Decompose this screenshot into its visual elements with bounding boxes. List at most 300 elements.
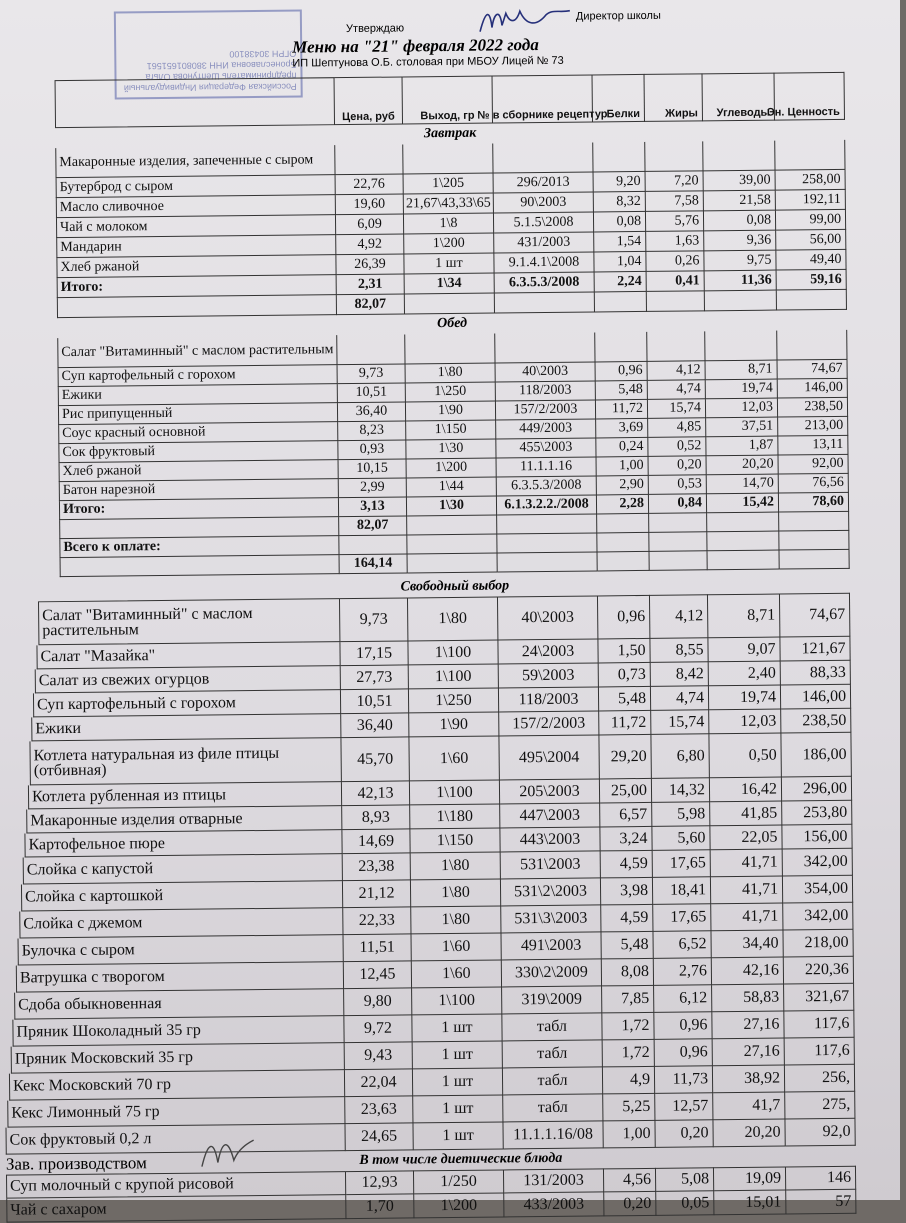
cell-carbs <box>705 331 777 362</box>
cell-energy: 121,67 <box>780 637 850 662</box>
cell-protein: 1,00 <box>603 1121 655 1149</box>
cell-carbs: 15,42 <box>707 494 779 514</box>
cell-carbs: 42,16 <box>712 958 784 986</box>
cell-name: Котлета рубленная из птицы <box>28 782 342 809</box>
cell-fat: 14,32 <box>652 778 710 803</box>
cell-name: Кекс Московский 70 гр <box>9 1070 345 1101</box>
cell-carbs: 20,20 <box>707 456 779 476</box>
cell-name: Батон нарезной <box>59 479 339 501</box>
cell-protein: 1,50 <box>598 639 650 664</box>
cell-yield: 1\30 <box>407 497 497 517</box>
cell-energy: 238,50 <box>781 709 851 734</box>
cell-yield: 1 шт <box>413 1095 503 1123</box>
cell-energy: 146 <box>786 1166 856 1191</box>
cell-fat: 0,96 <box>654 1012 712 1040</box>
cell-recipe: 319\2009 <box>502 986 602 1014</box>
cell-energy: 186,00 <box>781 733 851 778</box>
cell-name: Слойка с джемом <box>19 908 343 938</box>
cell-energy: 117,6 <box>784 1011 854 1039</box>
cell-recipe: 11.1.1.16 <box>497 457 597 477</box>
cell-price: 10,15 <box>339 459 407 479</box>
cell-yield: 1\200 <box>404 234 494 255</box>
cell-price: 42,13 <box>342 781 410 806</box>
cell-price: 22,33 <box>343 907 411 935</box>
cell-energy: 92,0 <box>785 1119 855 1147</box>
cell-carbs <box>705 291 777 312</box>
cell-yield: 1\80 <box>408 596 498 641</box>
cell-yield: 1 шт <box>412 1014 502 1042</box>
production-signature <box>198 1132 258 1173</box>
cell-carbs: 41,71 <box>711 877 783 905</box>
cell-yield: 1 шт <box>413 1068 503 1096</box>
cell-recipe: 6.3.5.3/2008 <box>495 272 595 293</box>
cell-yield: 1\200 <box>407 459 497 479</box>
cell-price: 8,23 <box>338 421 406 441</box>
cell-carbs <box>707 532 779 552</box>
cell-recipe <box>495 332 595 363</box>
cell-carbs: 19,09 <box>714 1167 786 1192</box>
cell-recipe: 40\2003 <box>496 362 596 382</box>
cell-name: Салат "Мазайка" <box>36 642 340 669</box>
cell-fat: 7,20 <box>646 171 704 192</box>
cell-energy: 213,00 <box>778 417 848 437</box>
cell-energy: 342,00 <box>783 849 853 877</box>
cell-carbs: 34,40 <box>711 931 783 959</box>
cell-price: 9,80 <box>344 988 412 1016</box>
cell-recipe: 449/2003 <box>496 419 596 439</box>
approve-label: Утверждаю <box>345 22 405 36</box>
cell-carbs: 20,20 <box>713 1120 785 1148</box>
cell-yield: 1\30 <box>406 440 496 460</box>
cell-price: 9,73 <box>338 364 406 384</box>
cell-energy: 354,00 <box>783 876 853 904</box>
cell-name: Соус красный основной <box>58 422 338 444</box>
cell-yield: 1\80 <box>411 879 501 907</box>
cell-protein: 11,72 <box>596 400 648 420</box>
cell-protein <box>593 142 645 173</box>
cell-yield: 1\60 <box>412 960 502 988</box>
cell-price: 23,38 <box>343 853 411 881</box>
cell-protein: 4,59 <box>601 851 653 879</box>
cell-energy: 218,00 <box>783 930 853 958</box>
cell-protein: 3,69 <box>596 419 648 439</box>
cell-name: Ежики <box>31 714 341 741</box>
cell-fat: 6,12 <box>654 985 712 1013</box>
cell-fat: 17,65 <box>653 850 711 878</box>
cell-yield: 1\205 <box>404 174 494 195</box>
cell-name: Салат из свежих огурцов <box>35 666 341 693</box>
cell-energy: 275, <box>785 1092 855 1120</box>
cell-recipe: 118/2003 <box>499 687 599 712</box>
cell-fat <box>645 141 703 172</box>
cell-yield: 1\150 <box>410 828 500 853</box>
cell-protein: 0,96 <box>598 595 650 640</box>
cell-fat: 0,84 <box>649 494 707 514</box>
cell-carbs: 9,36 <box>704 231 776 252</box>
cell-name: Макаронные изделия, запеченные с сыром <box>55 145 335 178</box>
cell-price: 22,76 <box>336 174 404 195</box>
cell-name: Картофельное пюре <box>24 830 342 857</box>
cell-carbs: 39,00 <box>704 171 776 192</box>
cell-price: 24,65 <box>345 1123 413 1151</box>
cell-protein: 0,24 <box>596 438 648 458</box>
cell-protein: 4,56 <box>604 1168 656 1193</box>
cell-price: 27,73 <box>341 665 409 690</box>
section-lunch: Обед <box>437 315 468 332</box>
cell-carbs <box>707 513 779 533</box>
cell-carbs: 19,74 <box>709 686 781 711</box>
cell-yield: 1\60 <box>411 933 501 961</box>
cell-fat <box>647 331 705 362</box>
cell-name <box>55 77 335 128</box>
cell-protein: 1,00 <box>597 457 649 477</box>
cell-protein <box>597 514 649 534</box>
stamp-text: Российская Федерация Индивидуальный предприниматель Шептунова Ольга Бронеславовна ИНН 380801651561 ОГРН 30438100 <box>123 48 297 94</box>
cell-carbs: 19,74 <box>706 380 778 400</box>
cell-name: Сдоба обыкновенная <box>14 989 344 1019</box>
cell-yield: 21,67\43,33\65 <box>404 194 494 215</box>
cell-fat: 4,12 <box>650 594 708 639</box>
cell-price: 36,40 <box>341 713 409 738</box>
cell-name: Булочка с сыром <box>18 935 344 965</box>
cell-yield: 1 шт <box>413 1041 503 1069</box>
cell-fat: 0,26 <box>646 251 704 272</box>
cell-recipe <box>495 292 595 313</box>
cell-protein: 5,25 <box>603 1094 655 1122</box>
cell-fat: 0,05 <box>656 1191 714 1216</box>
cell-name <box>60 555 340 577</box>
cell-carbs: 21,58 <box>704 191 776 212</box>
cell-fat: 5,76 <box>646 211 704 232</box>
cell-carbs: 8,71 <box>708 594 780 639</box>
cell-protein: 25,00 <box>600 779 652 804</box>
cell-fat: 8,55 <box>650 638 708 663</box>
cell-name: Суп молочный с крупой рисовой <box>6 1171 346 1199</box>
cell-energy: 57 <box>786 1190 856 1215</box>
cell-fat: 5,98 <box>652 802 710 827</box>
cell-price: 36,40 <box>338 402 406 422</box>
cell-energy <box>779 512 849 532</box>
cell-fat: 0,20 <box>649 456 707 476</box>
footer-production: Зав. производством <box>5 1153 147 1174</box>
cell-yield: 1\80 <box>406 364 496 384</box>
cell-name: Хлеб ржаной <box>56 255 336 278</box>
cell-fat <box>649 513 707 533</box>
cell-price <box>335 144 403 175</box>
cell-price: 19,60 <box>336 194 404 215</box>
cell-yield: 1\90 <box>406 402 496 422</box>
cell-protein <box>597 533 649 553</box>
cell-recipe: 531\2003 <box>501 851 601 879</box>
cell-name: Бутерброд с сыром <box>56 175 336 198</box>
cell-name: Рис припущенный <box>58 403 338 425</box>
cell-protein: 4,59 <box>601 905 653 933</box>
cell-name: Макаронные изделия отварные <box>26 806 342 833</box>
cell-recipe: 59\2003 <box>499 663 599 688</box>
cell-recipe <box>497 514 597 534</box>
cell-yield: 1 шт <box>413 1122 503 1150</box>
cell-yield <box>403 144 493 175</box>
cell-energy: 74,67 <box>778 360 848 380</box>
cell-yield: 1\150 <box>406 421 496 441</box>
cell-price: 8,93 <box>342 805 410 830</box>
cell-fat: 15,74 <box>651 710 709 735</box>
cell-protein: 1,04 <box>594 252 646 273</box>
cell-energy: 192,11 <box>776 190 846 211</box>
cell-energy: 238,50 <box>778 398 848 418</box>
cell-energy: 156,00 <box>782 825 852 850</box>
cell-energy: 296,00 <box>782 777 852 802</box>
cell-price: 9,43 <box>345 1042 413 1070</box>
cell-carbs: 58,83 <box>712 985 784 1013</box>
cell-name: Сок фруктовый <box>58 441 338 463</box>
cell-yield: 1\100 <box>412 987 502 1015</box>
cell-energy: 258,00 <box>776 170 846 191</box>
cell-recipe: 6.1.3.2.2./2008 <box>497 495 597 515</box>
cell-protein: 6,57 <box>600 803 652 828</box>
cell-protein: 5,48 <box>599 687 651 712</box>
cell-yield: 1\250 <box>409 688 499 713</box>
cell-yield <box>405 334 495 365</box>
cell-name: Кекс Лимонный 75 гр <box>7 1097 345 1128</box>
cell-price: 10,51 <box>341 689 409 714</box>
cell-protein: 1,54 <box>594 232 646 253</box>
cell-protein: 29,20 <box>599 735 651 780</box>
cell-protein: 0,96 <box>596 362 648 382</box>
cell-name: Масло сливочное <box>56 195 336 218</box>
cell-fat <box>647 291 705 312</box>
cell-fat: 6,80 <box>651 734 709 779</box>
cell-protein: 3,24 <box>600 827 652 852</box>
cell-yield: 1\80 <box>411 906 501 934</box>
cell-recipe: 443\2003 <box>500 827 600 852</box>
cell-recipe: 131/2003 <box>504 1168 604 1193</box>
cell-fat: Жиры <box>645 73 703 122</box>
cell-fat: 11,73 <box>655 1066 713 1094</box>
cell-price: 12,45 <box>344 961 412 989</box>
cell-fat: 12,57 <box>655 1093 713 1121</box>
cell-protein: 8,08 <box>602 959 654 987</box>
cell-carbs: 15,01 <box>714 1191 786 1216</box>
cell-price <box>339 535 407 555</box>
cell-price: 11,51 <box>344 934 412 962</box>
section-free-choice: Свободный выбор <box>400 578 510 595</box>
cell-protein: 1,72 <box>603 1040 655 1068</box>
cell-recipe: 157/2/2003 <box>496 400 596 420</box>
cell-yield <box>408 553 498 573</box>
cell-price: 14,69 <box>342 829 410 854</box>
cell-name: Хлеб ржаной <box>59 460 339 482</box>
cell-name: Чай с сахаром <box>6 1195 346 1223</box>
cell-price: 17,15 <box>340 641 408 666</box>
cell-price: 26,39 <box>336 254 404 275</box>
cell-protein: Белки <box>593 74 645 123</box>
cell-energy <box>777 290 847 311</box>
cell-protein: 2,24 <box>595 272 647 293</box>
cell-carbs: 27,16 <box>713 1039 785 1067</box>
cell-fat: 0,96 <box>655 1039 713 1067</box>
cell-recipe: 531\2\2003 <box>501 878 601 906</box>
cell-carbs: 38,92 <box>713 1066 785 1094</box>
cell-carbs: 22,05 <box>710 826 782 851</box>
cell-price: 82,07 <box>339 516 407 536</box>
cell-carbs: Углеводы <box>702 73 774 122</box>
cell-price: 0,93 <box>338 440 406 460</box>
cell-name: Салат "Витаминный" с маслом растительным <box>57 335 337 368</box>
cell-recipe: 11.1.1.16/08 <box>503 1121 603 1149</box>
cell-protein: 2,28 <box>597 495 649 515</box>
cell-fat: 0,41 <box>647 271 705 292</box>
cell-price: 4,92 <box>336 234 404 255</box>
cell-energy: 13,11 <box>778 436 848 456</box>
cell-recipe <box>498 552 598 572</box>
cell-protein: 4,9 <box>603 1067 655 1095</box>
cell-fat: 17,65 <box>653 904 711 932</box>
cell-energy: Эн. Ценность <box>774 72 844 121</box>
cell-recipe: 447\2003 <box>500 803 600 828</box>
cell-price: 23,63 <box>345 1096 413 1124</box>
cell-name: Слойка с капустой <box>23 854 343 884</box>
cell-energy: 321,67 <box>784 984 854 1012</box>
cell-fat: 7,58 <box>646 191 704 212</box>
cell-energy: 220,36 <box>784 957 854 985</box>
director-signature <box>476 5 572 36</box>
cell-price: 45,70 <box>341 737 409 782</box>
table-header <box>55 72 845 128</box>
cell-price: Цена, руб <box>335 76 403 125</box>
cell-recipe <box>493 142 593 173</box>
cell-price: 3,13 <box>339 497 407 517</box>
cell-energy: 74,67 <box>780 593 850 638</box>
cell-carbs <box>708 551 780 571</box>
cell-energy: 76,56 <box>779 474 849 494</box>
cell-energy: 92,00 <box>779 455 849 475</box>
cell-recipe: табл <box>503 1040 603 1068</box>
cell-fat: 5,60 <box>652 826 710 851</box>
cell-fat: 15,74 <box>648 399 706 419</box>
cell-yield: 1\60 <box>409 736 499 781</box>
cell-recipe: 6.3.5.3/2008 <box>497 476 597 496</box>
cell-fat: 4,85 <box>648 418 706 438</box>
cell-protein: 7,85 <box>602 986 654 1014</box>
cell-name: Мандарин <box>56 235 336 258</box>
cell-yield: 1\100 <box>408 640 498 665</box>
cell-fat: 0,52 <box>648 437 706 457</box>
cell-carbs: 41,85 <box>710 802 782 827</box>
cell-fat <box>649 532 707 552</box>
cell-fat: 1,63 <box>646 231 704 252</box>
cell-recipe: 90\2003 <box>494 192 594 213</box>
cell-carbs: 9,75 <box>704 251 776 272</box>
cell-protein <box>598 552 650 572</box>
cell-energy: 146,00 <box>778 379 848 399</box>
cell-energy: 256, <box>785 1065 855 1093</box>
cell-fat: 4,12 <box>648 361 706 381</box>
cell-recipe: 24\2003 <box>498 639 598 664</box>
cell-carbs: 41,71 <box>711 850 783 878</box>
cell-protein <box>595 292 647 313</box>
cell-yield: 1\100 <box>410 780 500 805</box>
cell-protein: 1,72 <box>602 1013 654 1041</box>
cell-fat: 4,74 <box>651 686 709 711</box>
cell-recipe: № в сборнике рецептур <box>493 74 593 123</box>
cell-name: Пряник Московский 35 гр <box>11 1043 345 1073</box>
cell-recipe <box>497 533 597 553</box>
cell-recipe: 118/2003 <box>496 381 596 401</box>
cell-energy: 88,33 <box>781 661 851 686</box>
cell-name: Ежики <box>58 384 338 406</box>
cell-yield: 1\80 <box>411 852 501 880</box>
cell-yield: 1\200 <box>414 1193 504 1218</box>
cell-recipe: табл <box>502 1013 602 1041</box>
cell-price: 9,72 <box>344 1015 412 1043</box>
cell-recipe: 205\2003 <box>500 779 600 804</box>
cell-price: 22,04 <box>345 1069 413 1097</box>
section-diet: В том числе диетические блюда <box>359 1150 563 1168</box>
cell-recipe: 296/2013 <box>494 172 594 193</box>
cell-carbs: 41,7 <box>713 1093 785 1121</box>
cell-name: Сок фруктовый 0,2 л <box>6 1124 346 1155</box>
cell-fat: 8,42 <box>651 662 709 687</box>
cell-energy <box>775 140 845 171</box>
cell-energy: 342,00 <box>783 903 853 931</box>
cell-energy: 78,60 <box>779 493 849 513</box>
cell-carbs: 27,16 <box>712 1012 784 1040</box>
cell-fat: 18,41 <box>653 877 711 905</box>
cell-fat: 5,08 <box>656 1167 714 1192</box>
cell-price <box>337 334 405 365</box>
cell-name: Чай с молоком <box>56 215 336 238</box>
cell-fat: 6,52 <box>653 931 711 959</box>
cell-name: Слойка с картошкой <box>21 881 343 911</box>
cell-protein: 3,98 <box>601 878 653 906</box>
cell-recipe: 433/2003 <box>504 1192 604 1217</box>
cell-protein: 5,48 <box>601 932 653 960</box>
cell-fat: 4,74 <box>648 380 706 400</box>
cell-protein: 0,73 <box>599 663 651 688</box>
cell-price: 9,73 <box>340 597 408 642</box>
cell-energy <box>780 550 850 570</box>
canteen-subtitle: ИП Шептунова О.Б. столовая при МБОУ Лицей № 73 <box>292 54 564 70</box>
cell-name: Суп картофельный с горохом <box>33 690 341 717</box>
cell-fat: 2,76 <box>654 958 712 986</box>
cell-yield: 1\250 <box>406 383 496 403</box>
cell-name: Суп картофельный с горохом <box>58 365 338 387</box>
cell-carbs: 0,50 <box>709 734 781 779</box>
cell-recipe: 157/2/2003 <box>499 711 599 736</box>
cell-name: Итого: <box>59 498 339 520</box>
cell-price: 21,12 <box>343 880 411 908</box>
cell-energy: 59,16 <box>777 270 847 291</box>
cell-yield: 1\90 <box>409 712 499 737</box>
cell-protein: 5,48 <box>596 381 648 401</box>
cell-recipe: 495\2004 <box>499 735 599 780</box>
cell-carbs: 12,03 <box>709 710 781 735</box>
director-label: Директор школы <box>575 9 661 23</box>
cell-energy: 253,80 <box>782 801 852 826</box>
cell-yield: 1 шт <box>404 254 494 275</box>
cell-energy: 56,00 <box>776 230 846 251</box>
cell-carbs: 9,07 <box>708 638 780 663</box>
cell-carbs: 41,71 <box>711 904 783 932</box>
cell-recipe: 40\2003 <box>498 595 598 640</box>
cell-recipe: 9.1.4.1\2008 <box>494 252 594 273</box>
cell-price: 6,09 <box>336 214 404 235</box>
cell-yield <box>407 535 497 555</box>
page-title: Меню на "21" февраля 2022 года <box>292 35 539 57</box>
cell-energy <box>779 531 849 551</box>
cell-recipe: табл <box>503 1094 603 1122</box>
